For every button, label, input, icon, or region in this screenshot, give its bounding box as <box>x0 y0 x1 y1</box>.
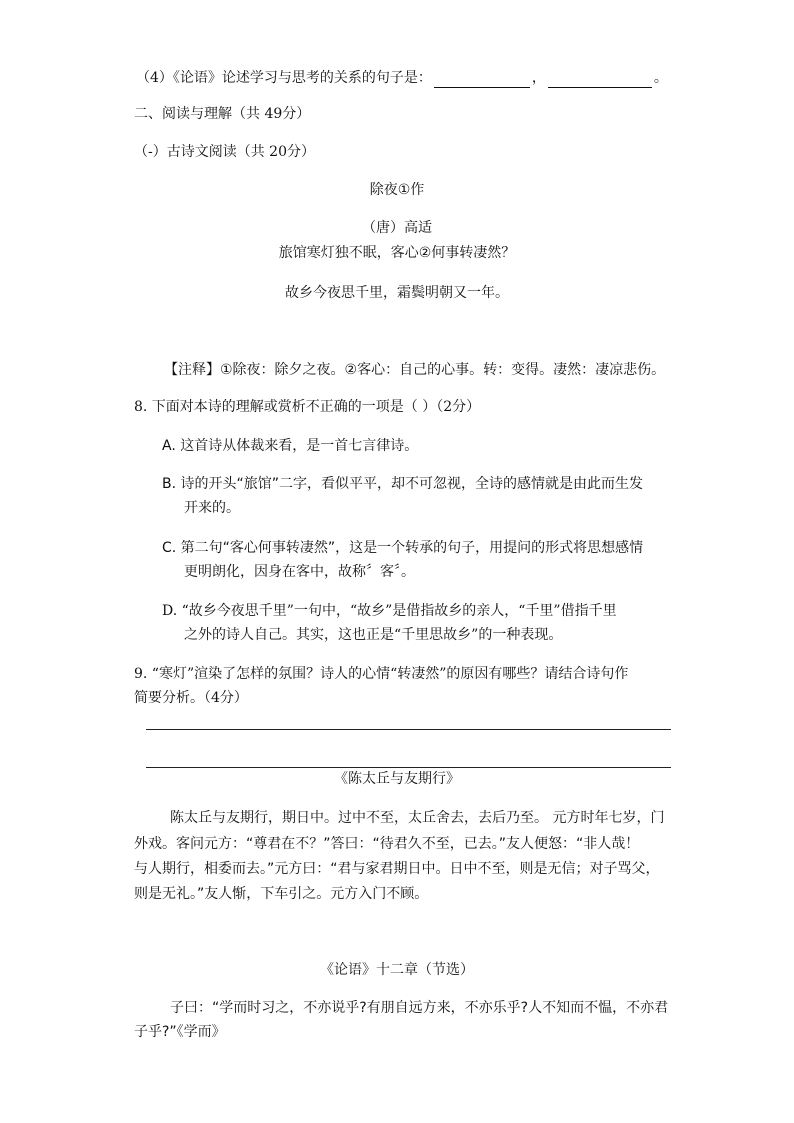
q8-option-c-line1: C. 第二句“客心何事转凄然”，这是一个转承的句子，用提问的形式将思想感情 <box>162 540 644 556</box>
poem-annotation: 【注释】①除夜：除夕之夜。②客心：自己的心事。转：变得。凄然：凄凉悲伤。 <box>164 362 666 378</box>
poem-line-2: 故乡今夜思千里，霜鬓明朝又一年。 <box>285 285 509 301</box>
q9-stem-line1: 9. “寒灯”渲染了怎样的氛围？诗人的心情“转凄然”的原因有哪些？请结合诗句作 <box>134 666 629 682</box>
q8-option-d-line2: 之外的诗人自己。其实，这也正是“千里思故乡”的一种表现。 <box>184 627 563 643</box>
q4-separator: ， <box>531 70 546 86</box>
poem-title: 除夜①作 <box>369 182 425 198</box>
section-title: 二、阅读与理解（共 49分） <box>134 106 311 122</box>
q9-stem-line2: 简要分析。（4分） <box>134 690 248 706</box>
q8-stem: 8. 下面对本诗的理解或赏析不正确的一项是（ ）（2分） <box>134 399 481 415</box>
poem-line-1: 旅馆寒灯独不眠，客心②何事转凄然？ <box>278 245 516 261</box>
q4-end: 。 <box>653 70 668 86</box>
q8-option-d-line1: D. “故乡今夜思千里”一句中，“故乡”是借指故乡的亲人，“千里”借指千里 <box>162 603 617 619</box>
answer-line-1[interactable] <box>146 729 671 730</box>
q8-option-a: A. 这首诗从体裁来看，是一首七言律诗。 <box>162 438 419 454</box>
passage1-title: 《陈太丘与友期行》 <box>334 771 460 787</box>
q4-prefix: （4）《论语》论述学习与思考的关系的句子是： <box>136 70 432 86</box>
passage1-line-1: 陈太丘与友期行，期日中。过中不至，太丘舍去，去后乃至。 元方时年七岁，门 <box>170 810 665 826</box>
answer-blank-2[interactable] <box>548 73 652 88</box>
subsection-title: （-）古诗文阅读（共 20分） <box>134 144 315 160</box>
answer-line-2[interactable] <box>146 767 671 768</box>
poem-author: （唐）高适 <box>362 220 432 236</box>
q8-option-b-line1: B. 诗的开头“旅馆”二字，看似平平，却不可忽视，全诗的感情就是由此而生发 <box>162 476 644 492</box>
passage2-line-1: 子曰：“学而时习之，不亦说乎?有朋自远方来，不亦乐乎?人不知而不愠，不亦君 <box>170 1000 669 1016</box>
q8-option-b-line2: 开来的。 <box>184 500 240 516</box>
answer-blank-1[interactable] <box>434 73 530 88</box>
passage1-line-3: 与人期行，相委而去。”元方曰：“君与家君期日中。日中不至，则是无信；对子骂父， <box>134 861 660 877</box>
passage1-line-4: 则是无礼。”友人惭，下车引之。元方入门不顾。 <box>134 886 429 902</box>
q8-option-c-line2: 更明朗化，因身在客中，故称〞客〞。 <box>184 564 415 580</box>
passage2-line-2: 子乎?”《学而》 <box>134 1024 226 1040</box>
passage2-title: 《论语》十二章（节选） <box>320 962 474 978</box>
q4-fill-blank <box>136 68 668 88</box>
passage1-line-2: 外戏。客问元方：“尊君在不？”答曰：“待君久不至，已去。”友人便怒：“非人哉！ <box>134 836 640 852</box>
